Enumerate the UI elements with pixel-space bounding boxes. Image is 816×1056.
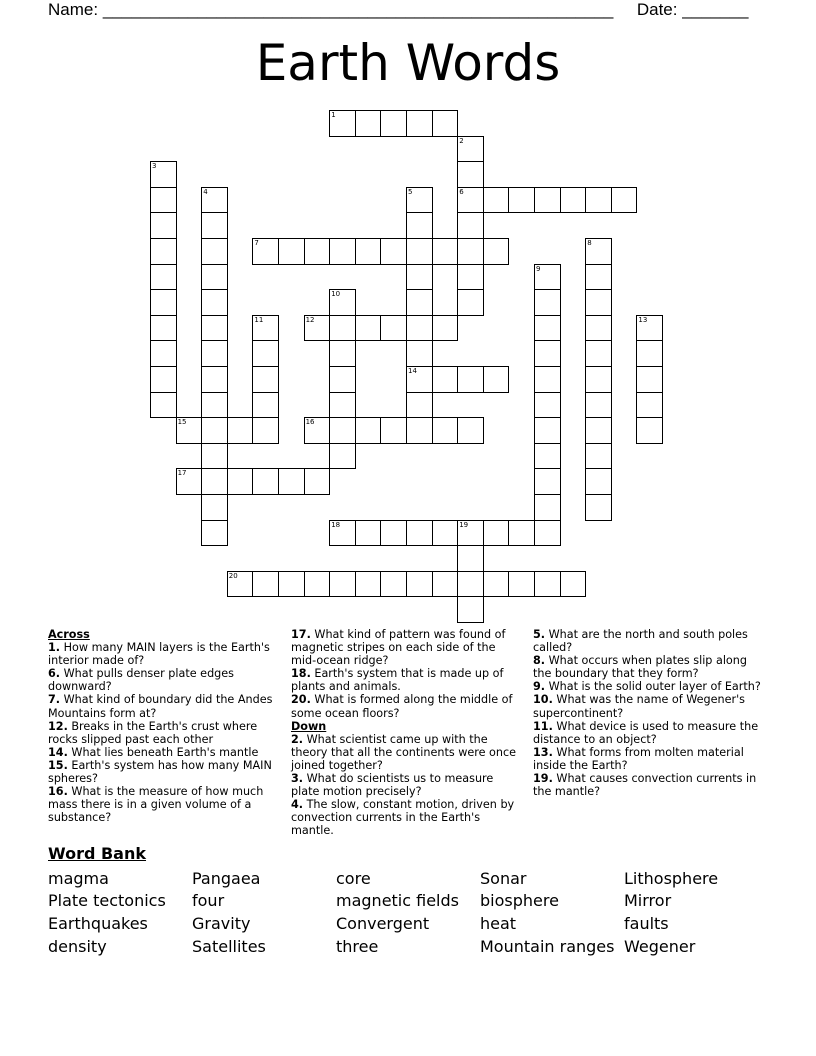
grid-cell[interactable] bbox=[201, 315, 228, 342]
grid-cell[interactable] bbox=[176, 468, 203, 495]
grid-cell[interactable] bbox=[304, 315, 331, 342]
grid-cell[interactable] bbox=[329, 340, 356, 367]
grid-cell[interactable] bbox=[432, 110, 459, 137]
grid-cell[interactable] bbox=[457, 520, 484, 547]
grid-cell[interactable] bbox=[585, 340, 612, 367]
grid-cell[interactable] bbox=[432, 315, 459, 342]
grid-cell[interactable] bbox=[150, 340, 177, 367]
grid-cell[interactable] bbox=[585, 417, 612, 444]
grid-cell[interactable] bbox=[252, 468, 279, 495]
grid-cell[interactable] bbox=[406, 520, 433, 547]
grid-cell[interactable] bbox=[585, 494, 612, 521]
clue-text: What pulls denser plate edges downward? bbox=[48, 667, 234, 694]
clue-number-label: 20. bbox=[291, 693, 311, 707]
clue bbox=[48, 720, 276, 746]
grid-cell[interactable] bbox=[534, 443, 561, 470]
word-bank-word: four bbox=[192, 891, 225, 910]
clue-number: 16 bbox=[305, 418, 315, 427]
grid-cell[interactable] bbox=[432, 417, 459, 444]
page-title: Earth Words bbox=[255, 34, 561, 92]
grid-cell[interactable] bbox=[534, 520, 561, 547]
clue-text: Earth's system has how many MAIN spheres? bbox=[48, 758, 272, 786]
grid-cell[interactable] bbox=[201, 366, 228, 393]
grid-cell[interactable] bbox=[585, 392, 612, 419]
grid-cell[interactable] bbox=[252, 315, 279, 342]
clue bbox=[291, 628, 523, 667]
grid-cell[interactable] bbox=[457, 264, 484, 291]
clue-number-label: 4. bbox=[291, 798, 304, 812]
grid-cell[interactable] bbox=[329, 443, 356, 470]
grid-cell[interactable] bbox=[201, 392, 228, 419]
grid-cell[interactable] bbox=[508, 187, 535, 214]
grid-cell[interactable] bbox=[150, 238, 177, 265]
grid-cell[interactable] bbox=[457, 212, 484, 239]
grid-cell[interactable] bbox=[457, 289, 484, 316]
clue-text: What kind of pattern was found of magnetic stripes on each side of the mid-ocean ridge? bbox=[291, 628, 506, 668]
grid-cell[interactable] bbox=[329, 571, 356, 598]
grid-cell[interactable] bbox=[406, 417, 433, 444]
clue-number: 5 bbox=[408, 187, 413, 196]
grid-cell[interactable] bbox=[176, 417, 203, 444]
grid-cell[interactable] bbox=[355, 238, 382, 265]
grid-cell[interactable] bbox=[636, 315, 663, 342]
grid-cell[interactable] bbox=[534, 315, 561, 342]
word-bank-word: Mirror bbox=[624, 891, 672, 910]
clue-number-label: 19. bbox=[533, 772, 553, 786]
clue-number: 8 bbox=[587, 239, 592, 247]
word-bank-word: Earthquakes bbox=[48, 914, 148, 933]
clue-number: 13 bbox=[638, 315, 648, 324]
clue-text: What device is used to measure the distance to an object? bbox=[533, 719, 759, 746]
clue-text: Breaks in the Earth's crust where rocks slipped past each other bbox=[48, 719, 258, 746]
grid-cell[interactable] bbox=[483, 571, 510, 598]
clue-number-label: 15. bbox=[48, 758, 68, 772]
clue-number: 17 bbox=[177, 469, 187, 478]
grid-cell[interactable] bbox=[483, 238, 510, 265]
clue-number: 1 bbox=[331, 111, 336, 119]
grid-cell[interactable] bbox=[304, 468, 331, 495]
clue-number-label: 5. bbox=[533, 628, 546, 641]
grid-cell[interactable] bbox=[457, 366, 484, 393]
clue-number: 10 bbox=[331, 290, 341, 299]
grid-cell[interactable] bbox=[483, 520, 510, 547]
clue bbox=[533, 746, 768, 772]
grid-cell[interactable] bbox=[329, 392, 356, 419]
grid-cell[interactable] bbox=[534, 494, 561, 521]
clue bbox=[533, 654, 768, 680]
grid-cell[interactable] bbox=[150, 161, 177, 188]
clue-number-label: 12. bbox=[48, 719, 68, 733]
clue bbox=[291, 667, 523, 693]
clue bbox=[533, 720, 768, 746]
clue-number-label: 3. bbox=[291, 772, 304, 786]
grid-cell[interactable] bbox=[201, 212, 228, 239]
grid-cell[interactable] bbox=[304, 571, 331, 598]
grid-cell[interactable] bbox=[406, 289, 433, 316]
grid-cell[interactable] bbox=[457, 187, 484, 214]
clue-text: What occurs when plates slip along the boundary that they form? bbox=[533, 654, 747, 681]
grid-cell[interactable] bbox=[611, 187, 638, 214]
clue bbox=[533, 628, 768, 654]
clue-number-label: 7. bbox=[48, 693, 61, 707]
clue-number-label: 16. bbox=[48, 785, 68, 799]
clue-number-label: 8. bbox=[533, 654, 546, 668]
word-bank-word: magma bbox=[48, 869, 109, 888]
clue-number-label: 17. bbox=[291, 628, 311, 641]
grid-cell[interactable] bbox=[329, 417, 356, 444]
clue-number-label: 2. bbox=[291, 732, 304, 746]
grid-cell[interactable] bbox=[534, 571, 561, 598]
grid-cell[interactable] bbox=[150, 392, 177, 419]
grid-cell[interactable] bbox=[432, 366, 459, 393]
clue-number: 11 bbox=[254, 315, 264, 324]
word-bank-word: Wegener bbox=[624, 937, 696, 956]
grid-cell[interactable] bbox=[636, 417, 663, 444]
grid-cell[interactable] bbox=[534, 392, 561, 419]
grid-cell[interactable] bbox=[227, 571, 254, 598]
grid-cell[interactable] bbox=[355, 520, 382, 547]
grid-cell[interactable] bbox=[457, 238, 484, 265]
name-blank[interactable]: ______________________________________________________ bbox=[102, 0, 614, 19]
grid-cell[interactable] bbox=[406, 571, 433, 598]
grid-cell[interactable] bbox=[380, 315, 407, 342]
word-bank-word: Pangaea bbox=[192, 869, 261, 888]
grid-cell[interactable] bbox=[406, 187, 433, 214]
grid-cell[interactable] bbox=[201, 187, 228, 214]
clue bbox=[533, 772, 768, 798]
grid-cell[interactable] bbox=[406, 264, 433, 291]
grid-cell[interactable] bbox=[585, 366, 612, 393]
word-bank-word: faults bbox=[624, 914, 669, 933]
grid-cell[interactable] bbox=[150, 315, 177, 342]
grid-cell[interactable] bbox=[278, 468, 305, 495]
grid-cell[interactable] bbox=[150, 212, 177, 239]
clue-text: What do scientists us to measure plate motion precisely? bbox=[291, 772, 494, 799]
grid-cell[interactable] bbox=[508, 520, 535, 547]
grid-cell[interactable] bbox=[278, 571, 305, 598]
grid-cell[interactable] bbox=[508, 571, 535, 598]
grid-cell[interactable] bbox=[150, 366, 177, 393]
clue-number: 4 bbox=[203, 187, 208, 196]
clue-number: 14 bbox=[408, 367, 417, 375]
grid-cell[interactable] bbox=[227, 417, 254, 444]
grid-cell[interactable] bbox=[534, 468, 561, 495]
grid-cell[interactable] bbox=[380, 417, 407, 444]
grid-cell[interactable] bbox=[406, 366, 433, 393]
grid-cell[interactable] bbox=[329, 289, 356, 316]
clue-number-label: 6. bbox=[48, 667, 61, 681]
grid-cell[interactable] bbox=[355, 571, 382, 598]
grid-cell[interactable] bbox=[252, 340, 279, 367]
word-bank-title: Word Bank bbox=[48, 844, 147, 863]
grid-cell[interactable] bbox=[534, 289, 561, 316]
grid-cell[interactable] bbox=[380, 571, 407, 598]
grid-cell[interactable] bbox=[406, 238, 433, 265]
clue-number-label: 18. bbox=[291, 667, 311, 681]
clue-number: 12 bbox=[305, 315, 315, 324]
grid-cell[interactable] bbox=[534, 366, 561, 393]
down-heading: Down bbox=[291, 719, 327, 733]
clues-column-2 bbox=[291, 628, 523, 838]
grid-cell[interactable] bbox=[457, 161, 484, 188]
clue bbox=[291, 772, 523, 798]
grid-cell[interactable] bbox=[406, 110, 433, 137]
clue-text: What was the name of Wegener's supercontinent? bbox=[533, 693, 746, 720]
clue-number: 20 bbox=[228, 571, 238, 580]
grid-cell[interactable] bbox=[585, 264, 612, 291]
word-bank-word: Satellites bbox=[192, 937, 266, 956]
word-bank-word: biosphere bbox=[480, 891, 559, 910]
word-bank-word: Lithosphere bbox=[624, 869, 719, 888]
clue-text: The slow, constant motion, driven by convection currents in the Earth's mantle. bbox=[291, 798, 515, 838]
word-bank-word: Gravity bbox=[192, 914, 251, 933]
clue-text: How many MAIN layers is the Earth's interior made of? bbox=[48, 641, 270, 668]
grid-cell[interactable] bbox=[329, 315, 356, 342]
grid-cell[interactable] bbox=[483, 366, 510, 393]
word-bank-word: heat bbox=[480, 914, 517, 933]
clues-column-1 bbox=[48, 628, 276, 824]
grid-cell[interactable] bbox=[560, 571, 587, 598]
grid-cell[interactable] bbox=[201, 443, 228, 470]
grid-cell[interactable] bbox=[201, 494, 228, 521]
grid-cell[interactable] bbox=[304, 238, 331, 265]
clue bbox=[48, 785, 276, 824]
grid-cell[interactable] bbox=[304, 417, 331, 444]
grid-cell[interactable] bbox=[252, 417, 279, 444]
grid-cell[interactable] bbox=[406, 315, 433, 342]
grid-cell[interactable] bbox=[355, 110, 382, 137]
grid-cell[interactable] bbox=[201, 340, 228, 367]
grid-cell[interactable] bbox=[406, 340, 433, 367]
clue bbox=[291, 733, 523, 772]
grid-cell[interactable] bbox=[329, 110, 356, 137]
grid-cell[interactable] bbox=[227, 468, 254, 495]
grid-cell[interactable] bbox=[252, 392, 279, 419]
clue bbox=[533, 693, 768, 719]
grid-cell[interactable] bbox=[457, 545, 484, 572]
grid-cell[interactable] bbox=[534, 187, 561, 214]
grid-cell[interactable] bbox=[406, 392, 433, 419]
grid-cell[interactable] bbox=[406, 212, 433, 239]
grid-cell[interactable] bbox=[201, 238, 228, 265]
clue bbox=[291, 798, 523, 837]
clue-text: What forms from molten material inside the Earth? bbox=[533, 745, 744, 772]
clue-text: What lies beneath Earth's mantle bbox=[67, 745, 259, 759]
clue-number-label: 1. bbox=[48, 641, 61, 655]
grid-cell[interactable] bbox=[252, 571, 279, 598]
date-blank[interactable]: _______ bbox=[682, 0, 749, 19]
clue bbox=[48, 641, 276, 667]
grid-cell[interactable] bbox=[150, 289, 177, 316]
grid-cell[interactable] bbox=[432, 571, 459, 598]
grid-cell[interactable] bbox=[457, 136, 484, 163]
clue-text: What causes convection currents in the mantle? bbox=[533, 772, 757, 799]
grid-cell[interactable] bbox=[355, 417, 382, 444]
grid-cell[interactable] bbox=[201, 417, 228, 444]
clue-text: What kind of boundary did the Andes Mountains form at? bbox=[48, 693, 273, 720]
grid-cell[interactable] bbox=[636, 340, 663, 367]
word-bank-word: Sonar bbox=[480, 869, 527, 888]
clue bbox=[48, 759, 276, 785]
clue bbox=[48, 746, 276, 759]
clue-number: 15 bbox=[177, 418, 187, 427]
grid-cell[interactable] bbox=[201, 264, 228, 291]
word-bank-word: core bbox=[336, 869, 371, 888]
clue-number: 19 bbox=[459, 520, 469, 529]
clue-text: What is the solid outer layer of Earth? bbox=[545, 680, 761, 694]
grid-cell[interactable] bbox=[636, 366, 663, 393]
grid-cell[interactable] bbox=[457, 417, 484, 444]
clue-text: What is the measure of how much mass there is in a given volume of a substance? bbox=[48, 785, 264, 825]
grid-cell[interactable] bbox=[585, 468, 612, 495]
grid-cell[interactable] bbox=[585, 315, 612, 342]
grid-cell[interactable] bbox=[585, 238, 612, 265]
grid-cell[interactable] bbox=[380, 238, 407, 265]
grid-cell[interactable] bbox=[278, 238, 305, 265]
grid-cell[interactable] bbox=[201, 289, 228, 316]
grid-cell[interactable] bbox=[329, 238, 356, 265]
grid-cell[interactable] bbox=[457, 596, 484, 623]
word-bank-word: three bbox=[336, 937, 379, 956]
clue-number-label: 14. bbox=[48, 745, 68, 759]
grid-cell[interactable] bbox=[585, 289, 612, 316]
grid-cell[interactable] bbox=[150, 264, 177, 291]
clue-number-label: 11. bbox=[533, 719, 553, 733]
clue bbox=[48, 667, 276, 693]
grid-cell[interactable] bbox=[355, 315, 382, 342]
grid-cell[interactable] bbox=[201, 468, 228, 495]
grid-cell[interactable] bbox=[432, 238, 459, 265]
clue bbox=[533, 680, 768, 693]
grid-cell[interactable] bbox=[252, 238, 279, 265]
grid-cell[interactable] bbox=[534, 340, 561, 367]
grid-cell[interactable] bbox=[534, 417, 561, 444]
clue-number: 2 bbox=[459, 136, 464, 145]
grid-cell[interactable] bbox=[329, 366, 356, 393]
clue-number: 6 bbox=[459, 187, 464, 196]
name-label: Name: bbox=[48, 0, 99, 19]
clue-number: 18 bbox=[331, 520, 341, 529]
across-heading: Across bbox=[48, 628, 90, 641]
grid-cell[interactable] bbox=[457, 571, 484, 598]
clue-number-label: 9. bbox=[533, 680, 546, 694]
grid-cell[interactable] bbox=[483, 187, 510, 214]
date-label: Date: bbox=[636, 0, 678, 19]
clue bbox=[48, 693, 276, 719]
clue-number: 7 bbox=[254, 239, 259, 247]
grid-cell[interactable] bbox=[636, 392, 663, 419]
grid-cell[interactable] bbox=[534, 264, 561, 291]
clue-text: What scientist came up with the theory that all the continents were once joined together? bbox=[291, 732, 517, 772]
clue-text: Earth's system that is made up of plants and animals. bbox=[291, 667, 504, 694]
word-bank-word: Convergent bbox=[336, 914, 430, 933]
word-bank-word: Mountain ranges bbox=[480, 937, 615, 956]
clues-column-3 bbox=[533, 628, 768, 798]
grid-cell[interactable] bbox=[252, 366, 279, 393]
grid-cell[interactable] bbox=[329, 520, 356, 547]
word-bank-word: density bbox=[48, 937, 107, 956]
grid-cell[interactable] bbox=[560, 187, 587, 214]
word-bank-word: magnetic fields bbox=[336, 891, 459, 910]
clue-number: 3 bbox=[152, 162, 157, 171]
grid-cell[interactable] bbox=[150, 187, 177, 214]
grid-cell[interactable] bbox=[585, 187, 612, 214]
clue-number: 9 bbox=[536, 264, 541, 273]
clue-number-label: 13. bbox=[533, 745, 553, 759]
grid-cell[interactable] bbox=[380, 110, 407, 137]
word-bank-word: Plate tectonics bbox=[48, 891, 166, 910]
grid-cell[interactable] bbox=[585, 443, 612, 470]
clue-number-label: 10. bbox=[533, 693, 553, 707]
clue-text: What are the north and south poles called? bbox=[533, 628, 748, 655]
grid-cell[interactable] bbox=[432, 520, 459, 547]
grid-cell[interactable] bbox=[380, 520, 407, 547]
clue bbox=[291, 693, 523, 719]
grid-cell[interactable] bbox=[201, 520, 228, 547]
clue-text: What is formed along the middle of some ocean floors? bbox=[291, 693, 513, 720]
